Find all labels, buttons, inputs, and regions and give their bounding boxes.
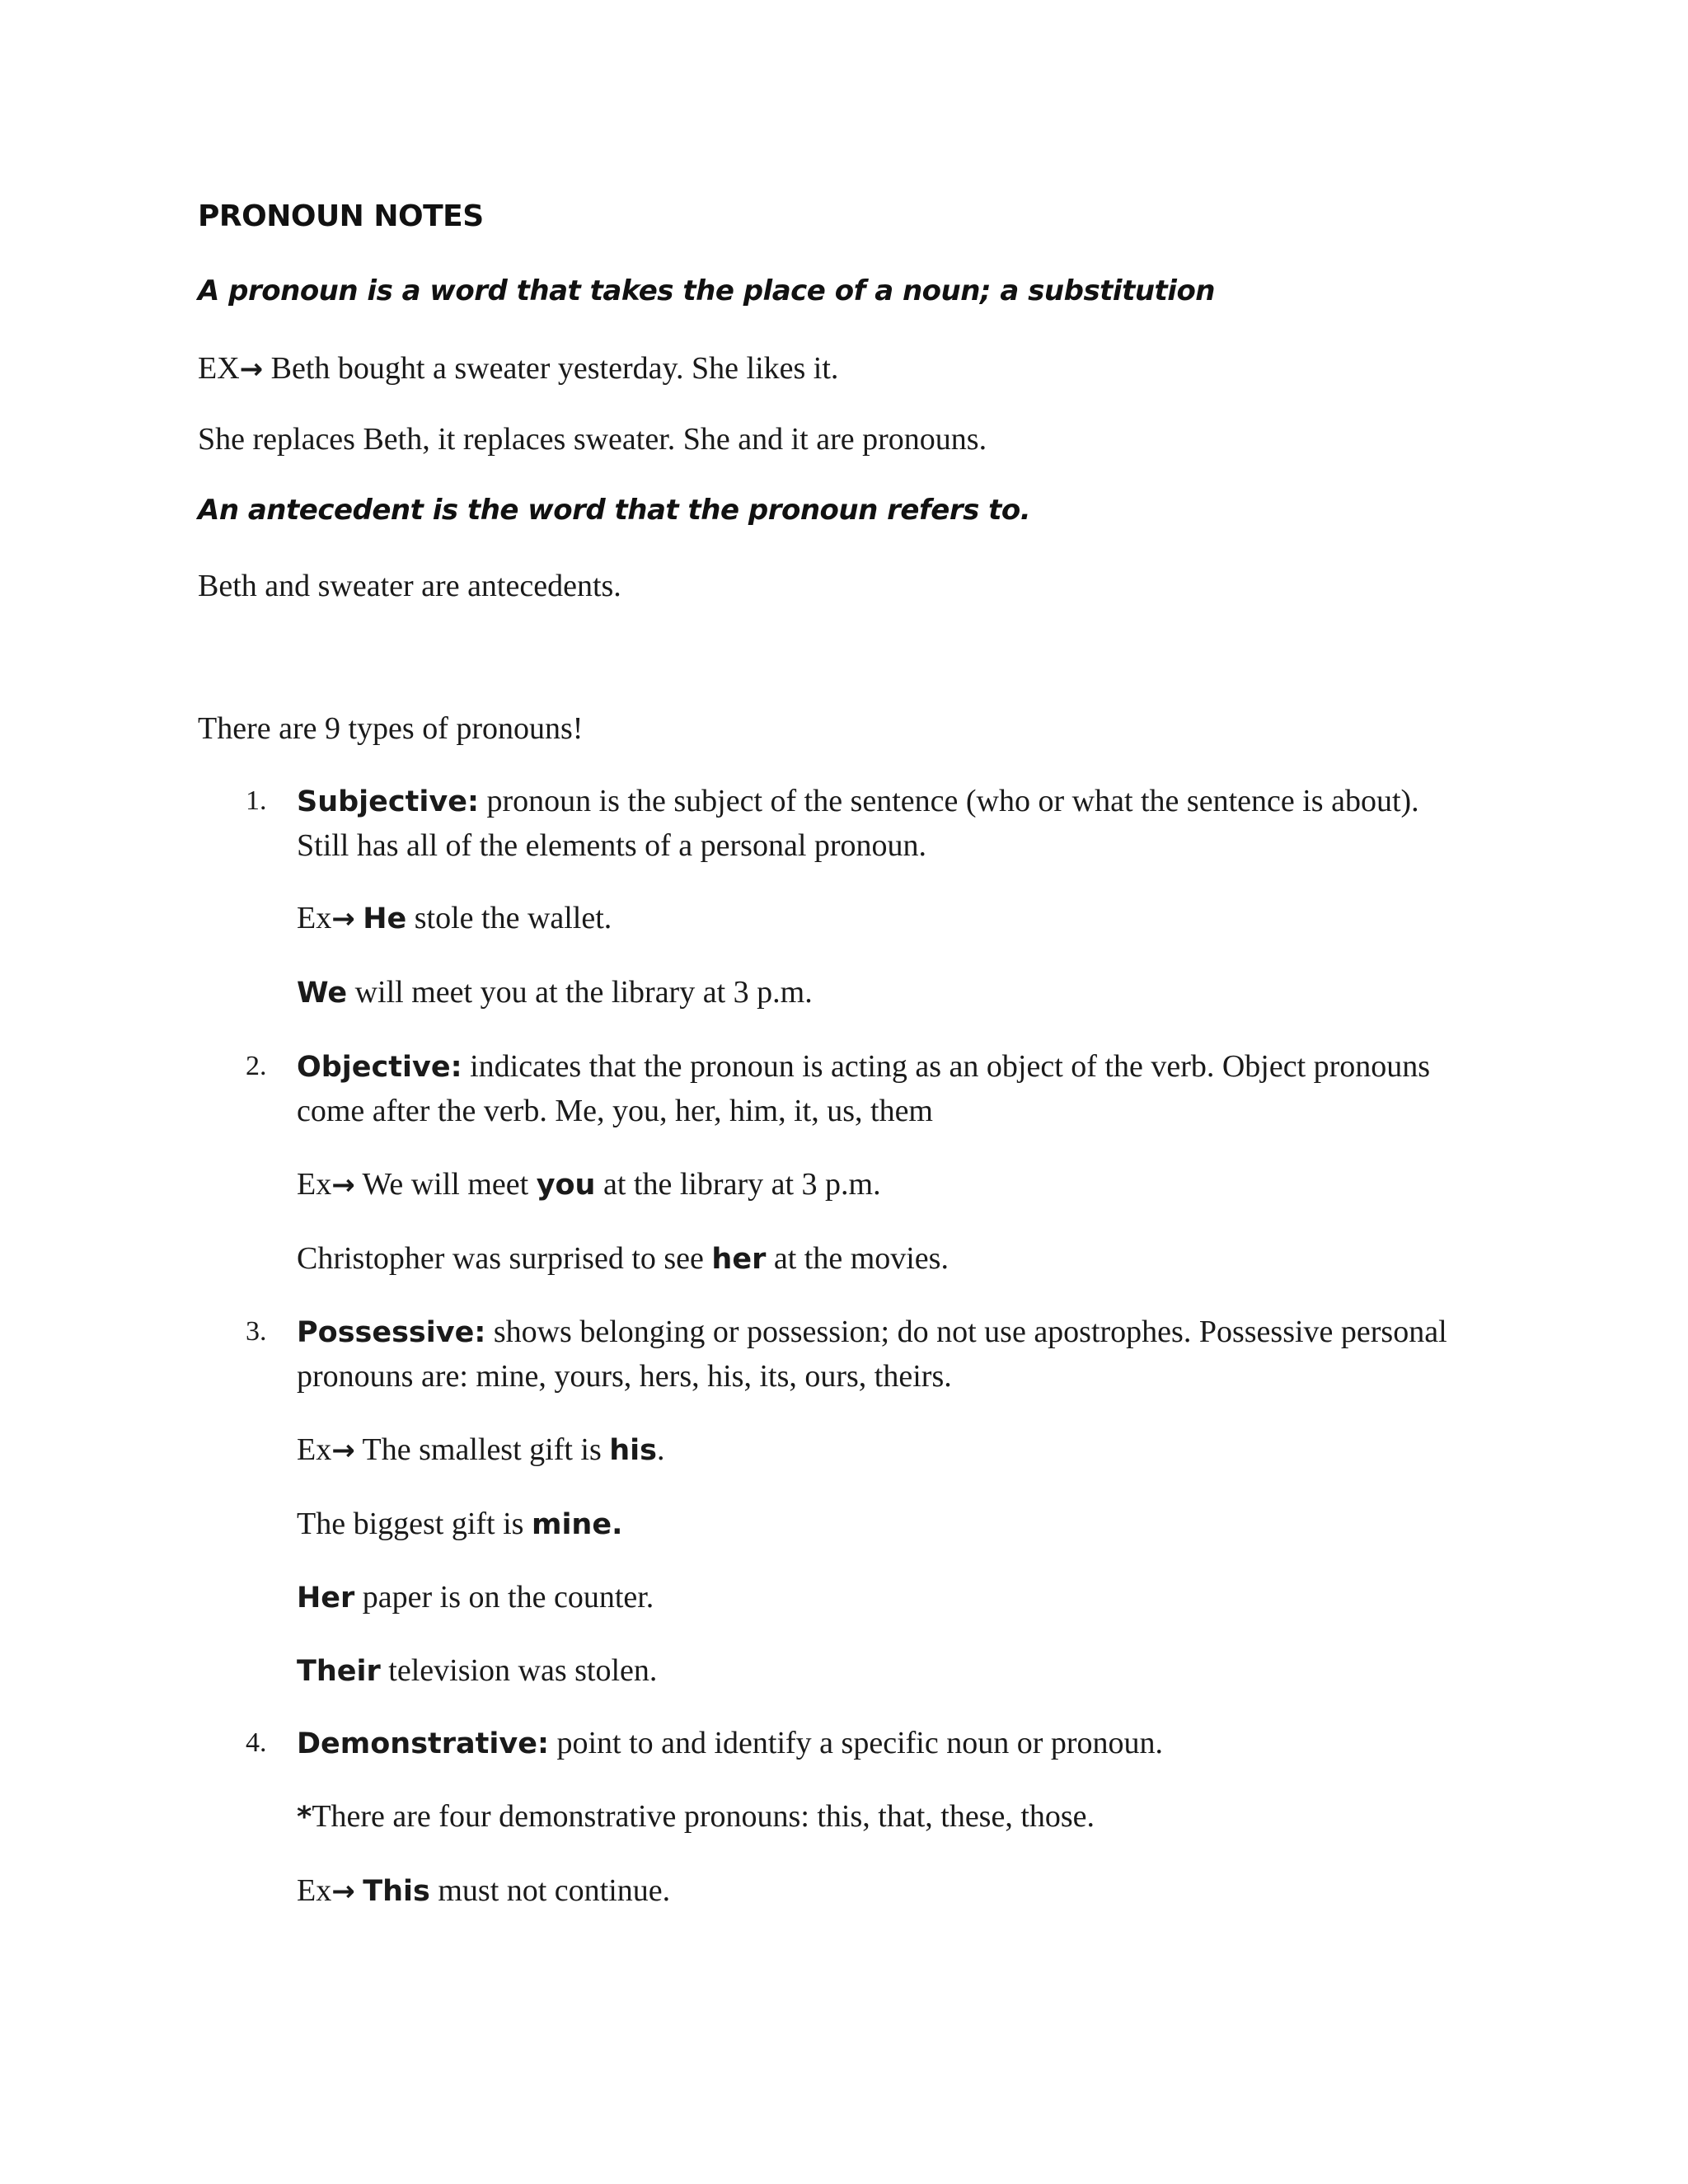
term-description-continued: pronouns are: mine, yours, hers, his, its, ours, theirs. (297, 1359, 952, 1394)
example-text: must not continue. (429, 1873, 671, 1908)
example-text: will meet you at the library at 3 p.m. (347, 975, 813, 1010)
example-line (297, 1162, 881, 1207)
term-description: shows belonging or possession; do not use apostrophes. Possessive personal (485, 1315, 1447, 1349)
example-text: . (657, 1432, 665, 1467)
example-line (297, 970, 813, 1015)
example-line (297, 1648, 657, 1694)
list-item-subjective (297, 779, 1419, 824)
example-text: paper is on the counter. (354, 1580, 654, 1615)
asterisk-marker: * (297, 1801, 312, 1834)
term-label: Subjective: (297, 785, 479, 818)
example-text: at the movies. (766, 1241, 949, 1276)
example-line (297, 1502, 622, 1547)
types-intro: There are 9 types of pronouns! (198, 711, 584, 746)
list-number: 3. (246, 1316, 267, 1347)
example-text: at the library at 3 p.m. (595, 1167, 881, 1202)
arrow-icon: → (331, 902, 355, 935)
list-item-objective (297, 1044, 1430, 1090)
list-item-demonstrative (297, 1721, 1163, 1766)
antecedent-heading: An antecedent is the word that the pronoun refers to. (198, 494, 1031, 527)
arrow-icon: → (331, 1434, 355, 1467)
term-description-continued: come after the verb. Me, you, her, him, it, us, them (297, 1094, 933, 1128)
term-description: pronoun is the subject of the sentence (who or what the sentence is about). (478, 784, 1419, 818)
intro-example (198, 346, 838, 391)
term-description-continued: Still has all of the elements of a personal pronoun. (297, 828, 927, 863)
example-pronoun: Her (297, 1582, 355, 1615)
arrow-icon: → (239, 353, 264, 386)
example-text: The biggest gift is (297, 1507, 532, 1541)
note-line (297, 1794, 1095, 1840)
term-label: Objective: (297, 1051, 462, 1084)
example-text: The smallest gift is (354, 1432, 610, 1467)
example-text: Christopher was surprised to see (297, 1241, 712, 1276)
example-text: We will meet (354, 1167, 537, 1202)
term-label: Demonstrative: (297, 1727, 549, 1760)
arrow-icon: → (331, 1169, 355, 1202)
antecedent-example: Beth and sweater are antecedents. (198, 569, 621, 603)
example-pronoun: her (711, 1243, 767, 1276)
note-text: There are four demonstrative pronouns: this, that, these, those. (312, 1799, 1095, 1834)
intro-explanation: She replaces Beth, it replaces sweater. She and it are pronouns. (198, 422, 987, 457)
example-line (297, 1868, 670, 1914)
term-description: indicates that the pronoun is acting as an object of the verb. Object pronouns (462, 1049, 1431, 1084)
example-line (297, 1575, 654, 1620)
example-line (297, 1427, 665, 1473)
example-prefix: EX (198, 351, 240, 386)
example-line (297, 1236, 949, 1282)
example-prefix: Ex (297, 1432, 332, 1467)
intro-example-text: Beth bought a sweater yesterday. She likes it. (270, 351, 839, 386)
example-pronoun: mine. (531, 1508, 623, 1541)
example-pronoun: his (609, 1434, 658, 1467)
example-line (297, 896, 612, 941)
definition-heading: A pronoun is a word that takes the place of a noun; a substitution (198, 274, 1216, 307)
example-prefix: Ex (297, 1873, 332, 1908)
term-label: Possessive: (297, 1316, 486, 1349)
list-number: 4. (246, 1727, 267, 1758)
list-item-possessive (297, 1310, 1447, 1355)
example-prefix: Ex (297, 1167, 332, 1202)
example-pronoun: Their (297, 1655, 381, 1688)
term-description: point to and identify a specific noun or pronoun. (548, 1726, 1164, 1760)
example-pronoun: This (363, 1875, 430, 1908)
list-number: 2. (246, 1051, 267, 1081)
example-text: television was stolen. (380, 1653, 658, 1688)
example-pronoun: you (536, 1169, 596, 1202)
page-title: PRONOUN NOTES (198, 199, 484, 233)
example-text: stole the wallet. (406, 901, 612, 935)
example-pronoun: We (297, 977, 348, 1010)
example-prefix: Ex (297, 901, 332, 935)
list-number: 1. (246, 785, 267, 816)
example-pronoun: He (363, 902, 407, 935)
arrow-icon: → (331, 1875, 355, 1908)
